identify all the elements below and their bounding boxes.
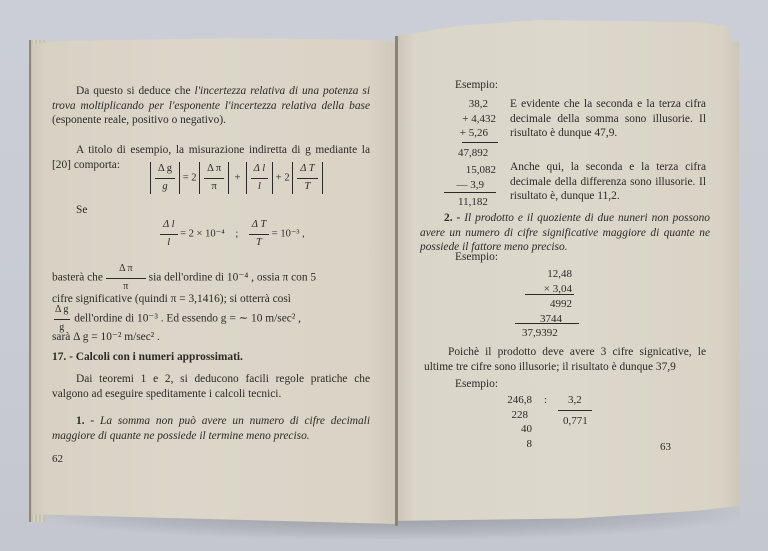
difference-result: 11,182	[458, 196, 488, 208]
abs-term	[246, 162, 274, 194]
division-rule	[558, 410, 592, 411]
text: sia dell'ordine di 10⁻⁴ , ossia π con 5	[148, 271, 317, 284]
equals-sign: =	[182, 172, 189, 184]
plus-sign: +	[234, 172, 241, 184]
sum-row: 38,2	[468, 98, 488, 110]
denominator: π	[211, 180, 217, 192]
page-number-right: 63	[660, 441, 671, 453]
coefficient: 2	[191, 172, 197, 184]
denominator: l	[257, 180, 261, 192]
dividend: 246,8	[507, 394, 532, 406]
product-result: 37,9392	[522, 327, 558, 339]
rule-2	[420, 211, 710, 255]
equation-rhs: = 2 × 10⁻⁴	[180, 228, 225, 240]
text: Da questo si deduce che	[76, 85, 195, 97]
denominator: g	[162, 180, 168, 192]
equation-given-errors	[160, 218, 305, 250]
abs-term	[199, 162, 229, 194]
product-operation	[522, 267, 572, 296]
text: dell'ordine di 10⁻³ . Ed essendo g = ∼ 10 m/sec² ,	[74, 312, 301, 325]
remainder: 40	[521, 423, 532, 435]
sum-operation	[450, 97, 496, 141]
rule-1	[52, 414, 370, 443]
abs-term	[150, 162, 180, 194]
rule-number: 2. -	[444, 212, 461, 224]
equation-rhs: = 10⁻³ ,	[271, 228, 305, 240]
numerator: Δ π	[207, 163, 222, 174]
line-bastera	[52, 262, 370, 294]
product-explanation: Poichè il prodotto deve avere 3 cifre signicative, le ultime tre cifre sono illusorie; il risultato è dunque 37,9	[424, 346, 706, 373]
sum-row: + 4,432	[462, 112, 496, 125]
page-number-left: 62	[52, 453, 63, 465]
product-partials	[522, 297, 572, 326]
division-sign: :	[544, 394, 548, 406]
difference-row: — 3,9	[456, 178, 484, 191]
paragraph-example-intro: A titolo di esempio, la misurazione indiretta di g mediante la [20] comporta:	[52, 144, 370, 171]
rule-number: 1. -	[76, 415, 95, 427]
example-label: Esempio:	[455, 251, 499, 263]
product-rule	[525, 294, 574, 295]
abs-term	[292, 162, 322, 194]
remainder: 228	[511, 408, 528, 421]
example-label: Esempio:	[455, 79, 499, 91]
rule-text: Il prodotto e il quoziente di due nuneri non possono avere un numero di cifre significative maggiore di quante ne possiede il fattore meno preciso.	[420, 212, 710, 254]
numerator: Δ g	[55, 304, 69, 315]
italic-text: l'incertezza relativa di una potenza si trova moltiplicando per l'esponente l'incertezza relativa della base	[52, 85, 370, 112]
line-sara: sarà Δ g = 10⁻² m/sec² .	[52, 331, 160, 343]
section-heading: 17. - Calcoli con i numeri approssimati.	[52, 351, 243, 363]
plus-sign: +	[275, 172, 282, 184]
denominator: T	[304, 180, 311, 192]
numerator: Δ T	[300, 163, 315, 174]
numerator: Δ π	[119, 263, 133, 274]
difference-rule	[444, 192, 496, 193]
rule-text: La somma non può avere un numero di cifre decimali maggiore di quante ne possiede il termine meno preciso.	[52, 415, 370, 442]
denominator: T	[256, 236, 262, 248]
difference-explanation: Anche qui, la seconda e la terza cifra decimale della differenza sono illusorie. Il risultato è, dunque 11,2.	[510, 161, 706, 203]
line-cifre: cifre significative (quindi π = 3,1416); si otterrà così	[52, 293, 291, 305]
separator: ;	[235, 228, 239, 240]
product-factor: 12,48	[547, 268, 572, 280]
partial-product: 4992	[550, 298, 572, 310]
sum-result: 47,892	[458, 147, 489, 159]
partial-product: 3744	[540, 312, 562, 325]
divisor: 3,2	[568, 394, 582, 406]
example-label: Esempio:	[455, 378, 499, 390]
book-spine	[395, 36, 398, 526]
remainder: 8	[526, 437, 532, 450]
paragraph-rules-intro: Dai teoremi 1 e 2, si deducono facili regole pratiche che valgono ad eseguire speditamente i calcoli tecnici.	[52, 373, 370, 400]
denominator: g	[59, 321, 65, 333]
numerator: Δ l	[253, 163, 266, 174]
division-remainders	[490, 393, 532, 451]
text-se: Se	[76, 204, 88, 216]
denominator: l	[167, 236, 171, 248]
text: basterà che	[52, 271, 103, 284]
difference-operation	[450, 163, 496, 192]
text: (esponente reale, positivo o negativo).	[52, 114, 226, 127]
sum-row: + 5,26	[459, 127, 488, 139]
denominator: π	[123, 280, 129, 292]
numerator: Δ l	[163, 219, 175, 230]
quotient: 0,771	[563, 415, 588, 427]
equation-relative-error	[150, 162, 323, 194]
numerator: Δ T	[251, 219, 267, 230]
paragraph-power-uncertainty	[52, 84, 370, 128]
coefficient: 2	[284, 172, 290, 184]
sum-rule	[462, 142, 498, 143]
sum-explanation: E evidente che la seconda e la terza cifra decimale della somma sono illusorie. Il risultato è dunque 47,9.	[510, 98, 706, 140]
product-factor: × 3,04	[543, 282, 572, 295]
numerator: Δ g	[158, 163, 173, 174]
product-rule	[515, 323, 579, 324]
difference-row: 15,082	[465, 164, 496, 176]
